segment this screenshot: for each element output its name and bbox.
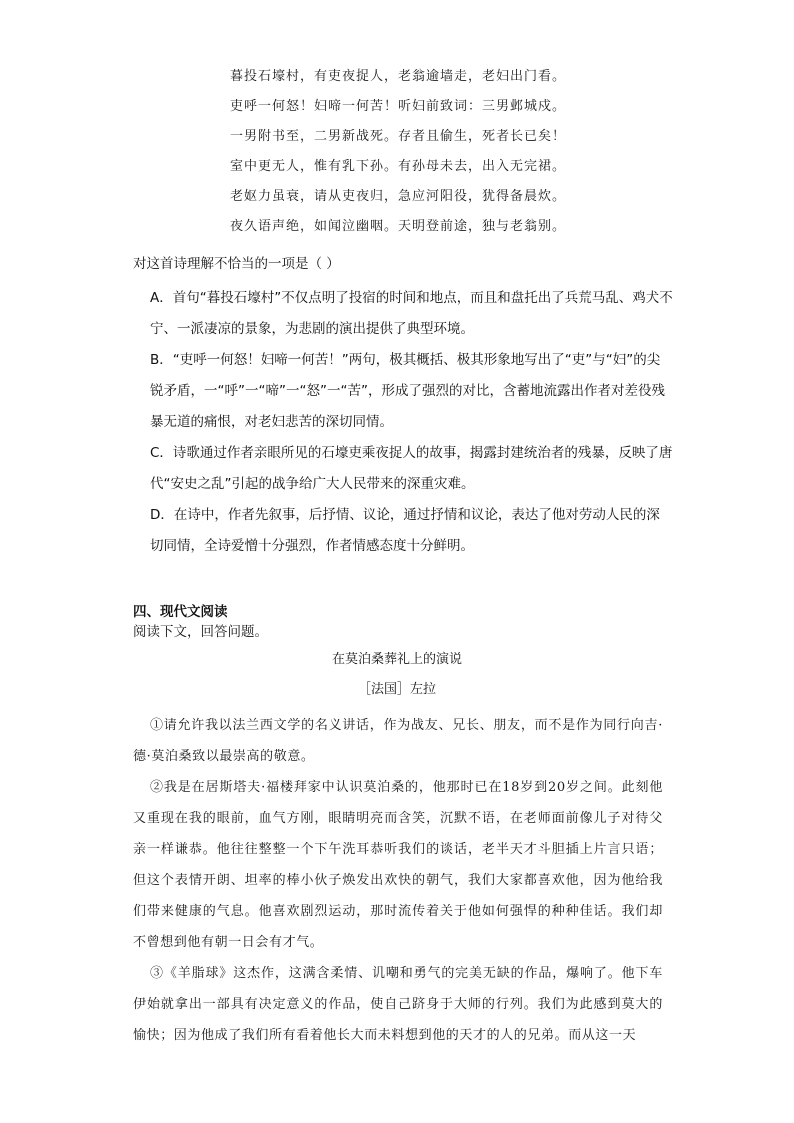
article-paragraph: ①请允许我以法兰西文学的名义讲话，作为战友、兄长、朋友，而不是作为同行向吉·德·莫泊桑致以最崇高的敬意。 — [133, 718, 663, 764]
poem-line: 夜久语声绝，如闻泣幽咽。天明登前途，独与老翁别。 — [230, 219, 567, 234]
option-d: D．在诗中，作者先叙事，后抒情、议论，通过抒情和议论，表达了他对劳动人民的深切同情，全诗爱憎十分强烈，作者情感态度十分鲜明。 — [150, 507, 660, 554]
article-title: 在莫泊桑葬礼上的演说 — [331, 652, 462, 667]
article-author: ［法国］左拉 — [357, 682, 436, 697]
option-a: A．首句“暮投石壕村”不仅点明了投宿的时间和地点，而且和盘托出了兵荒马乱、鸡犬不宁、一派凄凉的景象，为悲剧的演出提供了典型环境。 — [150, 290, 673, 337]
article-body — [133, 710, 663, 1051]
poem-line: 一男附书至，二男新战死。存者且偷生，死者长已矣！ — [230, 129, 567, 144]
poem-block — [230, 62, 670, 242]
article-paragraph: ③《羊脂球》这杰作，这满含柔情、讥嘲和勇气的完美无缺的作品，爆响了。他下车伊始就拿出一部具有决定意义的作品，使自己跻身于大师的行列。我们为此感到莫大的愉快；因为他成了我们所有看着他长大而未料想到他的天才的人的兄弟。而从这一天 — [133, 966, 663, 1043]
poem-line: 吏呼一何怒！妇啼一何苦！听妇前致词：三男邺城戍。 — [230, 99, 567, 114]
poem-line: 老妪力虽衰，请从吏夜归，急应河阳役，犹得备晨炊。 — [230, 189, 567, 204]
answer-options — [133, 283, 673, 562]
option-c: C．诗歌通过作者亲眼所见的石壕吏乘夜捉人的故事，揭露封建统治者的残暴，反映了唐代“安史之乱”引起的战争给广大人民带来的深重灾难。 — [150, 445, 673, 492]
option-b: B．“吏呼一何怒！妇啼一何苦！”两句，极其概括、极其形象地写出了“吏”与“妇”的尖锐矛盾，一“呼”一“啼”一“怒”一“苦”，形成了强烈的对比，含蓄地流露出作者对差役残暴无道的痛恨，对老妇悲苦的深切同情。 — [150, 352, 665, 430]
section-instruction: 阅读下文，回答问题。 — [133, 624, 268, 640]
question-stem: 对这首诗理解不恰当的一项是（ ） — [133, 256, 340, 272]
section-title: 四、现代文阅读 — [133, 604, 228, 620]
poem-line: 暮投石壕村，有吏夜捉人，老翁逾墙走，老妇出门看。 — [230, 69, 567, 84]
poem-line: 室中更无人，惟有乳下孙。有孙母未去，出入无完裙。 — [230, 159, 567, 174]
article-paragraph: ②我是在居斯塔夫·福楼拜家中认识莫泊桑的，他那时已在18岁到20岁之间。此刻他又重现在我的眼前，血气方刚，眼睛明亮而含笑，沉默不语，在老师面前像儿子对待父亲一样谦恭。他往往整整一个下午洗耳恭听我们的谈话，老半天才斗胆插上片言只语；但这个表情开朗、坦率的棒小伙子焕发出欢快的朝气，我们大家都喜欢他，因为他给我们带来健康的气息。他喜欢剧烈运动，那时流传着关于他如何强悍的种种佳话。我们却不曾想到他有朝一日会有才气。 — [133, 780, 663, 950]
